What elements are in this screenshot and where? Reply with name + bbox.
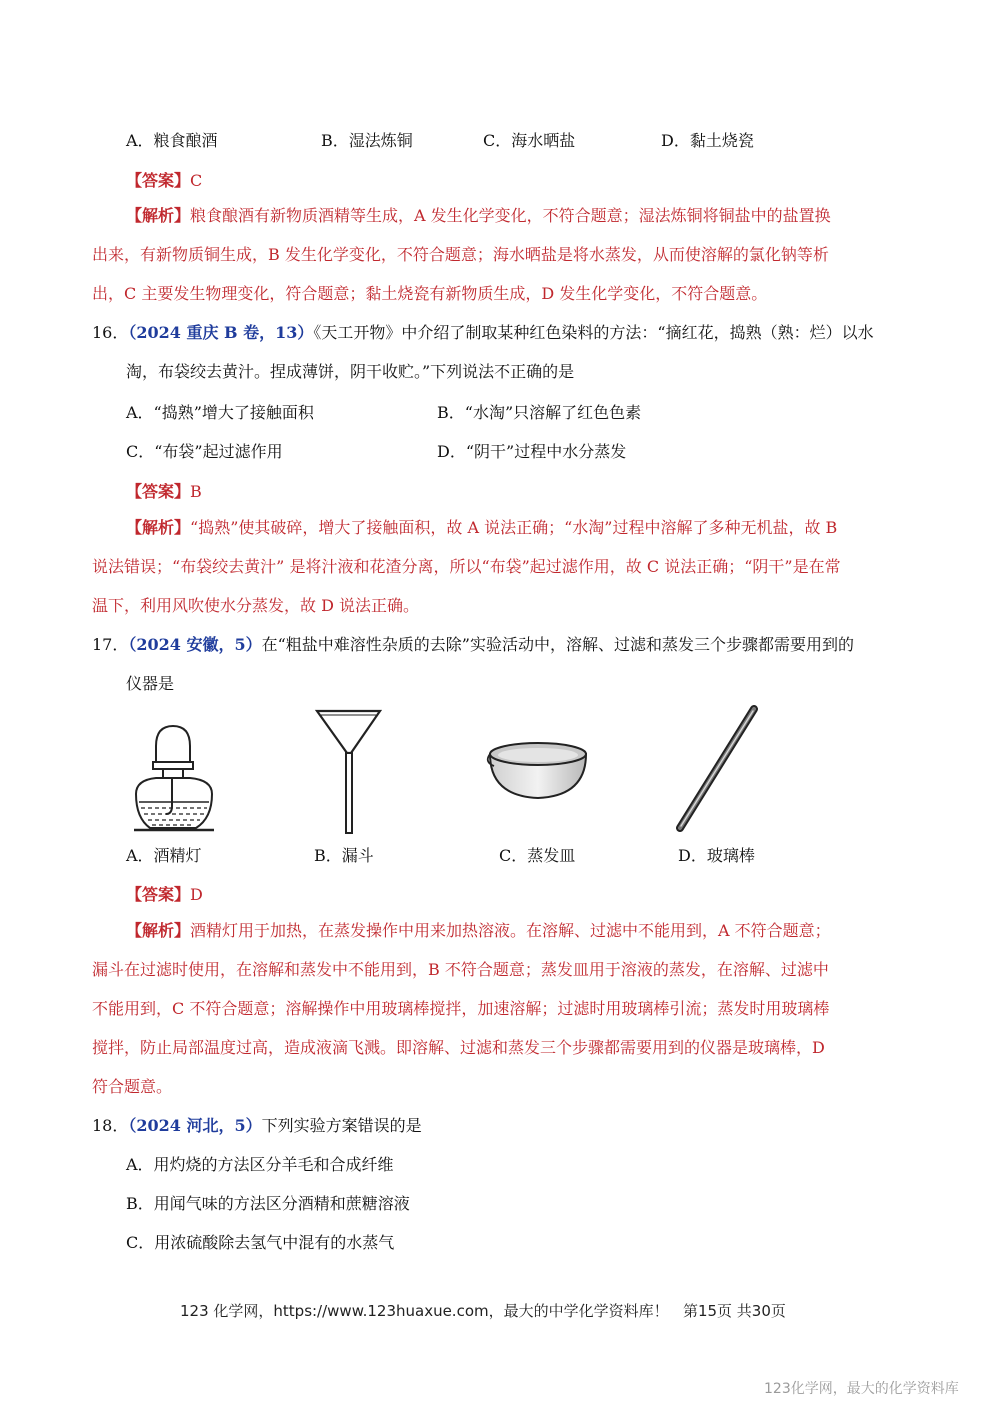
q17-option-c: C．蒸发皿 [499,846,576,865]
q17-analysis-line-3: 不能用到，C 不符合题意；溶解操作中用玻璃棒搅拌，加速溶解；过滤时用玻璃棒引流；蒸发时用玻璃棒 [92,999,830,1018]
q16-answer [126,479,202,502]
q18-option-b: B．用闻气味的方法区分酒精和蔗糖溶液 [126,1194,410,1213]
q16-option-c: C．“布袋”起过滤作用 [126,442,283,461]
q15-option-a: A．粮食酿酒 [126,131,218,150]
question-source: （2024 安徽，5） [128,635,262,654]
q17-analysis-line-5: 符合题意。 [92,1077,173,1096]
analysis-tag: 【解析】 [126,206,191,225]
q15-analysis-line-2: 出来，有新物质铜生成，B 发生化学变化，不符合题意；海水晒盐是将水蒸发，从而使溶解的氯化钠等析 [92,245,829,264]
q16-option-b: B．“水淘”只溶解了红色色素 [437,403,642,422]
watermark: 123化学网，最大的化学资料库 [764,1381,959,1397]
q17-stem-line-2: 仪器是 [126,674,175,693]
answer-value: C [190,171,203,190]
page-footer [180,1300,786,1321]
footer-text: 123 化学网，https://www.123huaxue.com，最大的中学化学资料库！ [180,1302,669,1320]
q17-option-b: B．漏斗 [314,846,374,865]
q17-analysis-line-2: 漏斗在过滤时使用，在溶解和蒸发中不能用到，B 不符合题意；蒸发皿用于溶液的蒸发，在溶解、过滤中 [92,960,829,979]
q17-option-d: D．玻璃棒 [678,846,755,865]
q15-option-d: D．黏土烧瓷 [661,131,754,150]
funnel-figure [314,707,384,837]
question-number: 16． [92,323,129,342]
answer-value: B [190,482,202,501]
page-number: 第15页 共30页 [682,1302,786,1320]
analysis-tag: 【解析】 [126,921,191,940]
question-number: 17． [92,635,129,654]
question-number: 18． [92,1116,129,1135]
answer-tag: 【答案】 [126,482,191,501]
q17-stem-line-1: 17．（2024 安徽，5）在“粗盐中难溶性杂质的去除”实验活动中，溶解、过滤和蒸发三个步骤都需要用到的 [92,635,854,654]
q16-stem-line-1: 16．（2024 重庆 B 卷，13）《天工开物》中介绍了制取某种红色染料的方法：“摘红花，捣熟（熟：烂）以水 [92,323,874,342]
q16-option-a: A．“捣熟”增大了接触面积 [126,403,314,422]
evaporating-dish-figure [486,740,590,802]
q16-analysis-line-3: 温下，利用风吹使水分蒸发，故 D 说法正确。 [92,596,420,615]
question-source: （2024 重庆 B 卷，13） [128,323,314,342]
q15-option-c: C．海水晒盐 [483,131,576,150]
q15-analysis-line-3: 出，C 主要发生物理变化，符合题意；黏土烧瓷有新物质生成，D 发生化学变化，不符合题意。 [92,284,768,303]
q17-analysis-line-1: 【解析】酒精灯用于加热，在蒸发操作中用来加热溶液。在溶解、过滤中不能用到，A 不符合题意； [126,921,831,940]
q15-answer [126,168,202,191]
alcohol-lamp-figure [126,714,226,836]
q16-stem-line-2: 淘，布袋绞去黄汁。捏成薄饼，阴干收贮。”下列说法不正确的是 [126,362,575,381]
q15-option-b: B．湿法炼铜 [321,131,413,150]
analysis-tag: 【解析】 [126,518,191,537]
q17-answer [126,882,203,905]
q15-analysis-line-1: 【解析】粮食酿酒有新物质酒精等生成，A 发生化学变化，不符合题意；湿法炼铜将铜盐中的盐置换 [126,206,831,225]
q18-option-c: C．用浓硫酸除去氢气中混有的水蒸气 [126,1233,395,1252]
q16-option-d: D．“阴干”过程中水分蒸发 [437,442,627,461]
question-source: （2024 河北，5） [128,1116,262,1135]
q16-analysis-line-2: 说法错误；“布袋绞去黄汁” 是将汁液和花渣分离，所以“布袋”起过滤作用，故 C 说法正确；“阴干”是在常 [92,557,841,576]
answer-tag: 【答案】 [126,885,191,904]
glass-rod-figure [674,704,760,834]
q16-analysis-line-1: 【解析】“捣熟”使其破碎，增大了接触面积，故 A 说法正确；“水淘”过程中溶解了多种无机盐，故 B [126,518,838,537]
q18-stem: 18．（2024 河北，5）下列实验方案错误的是 [92,1116,422,1135]
q17-analysis-line-4: 搅拌，防止局部温度过高，造成液滴飞溅。即溶解、过滤和蒸发三个步骤都需要用到的仪器是玻璃棒，D [92,1038,825,1057]
answer-value: D [190,885,203,904]
q18-option-a: A．用灼烧的方法区分羊毛和合成纤维 [126,1155,394,1174]
q17-option-a: A．酒精灯 [126,846,202,865]
answer-tag: 【答案】 [126,171,191,190]
